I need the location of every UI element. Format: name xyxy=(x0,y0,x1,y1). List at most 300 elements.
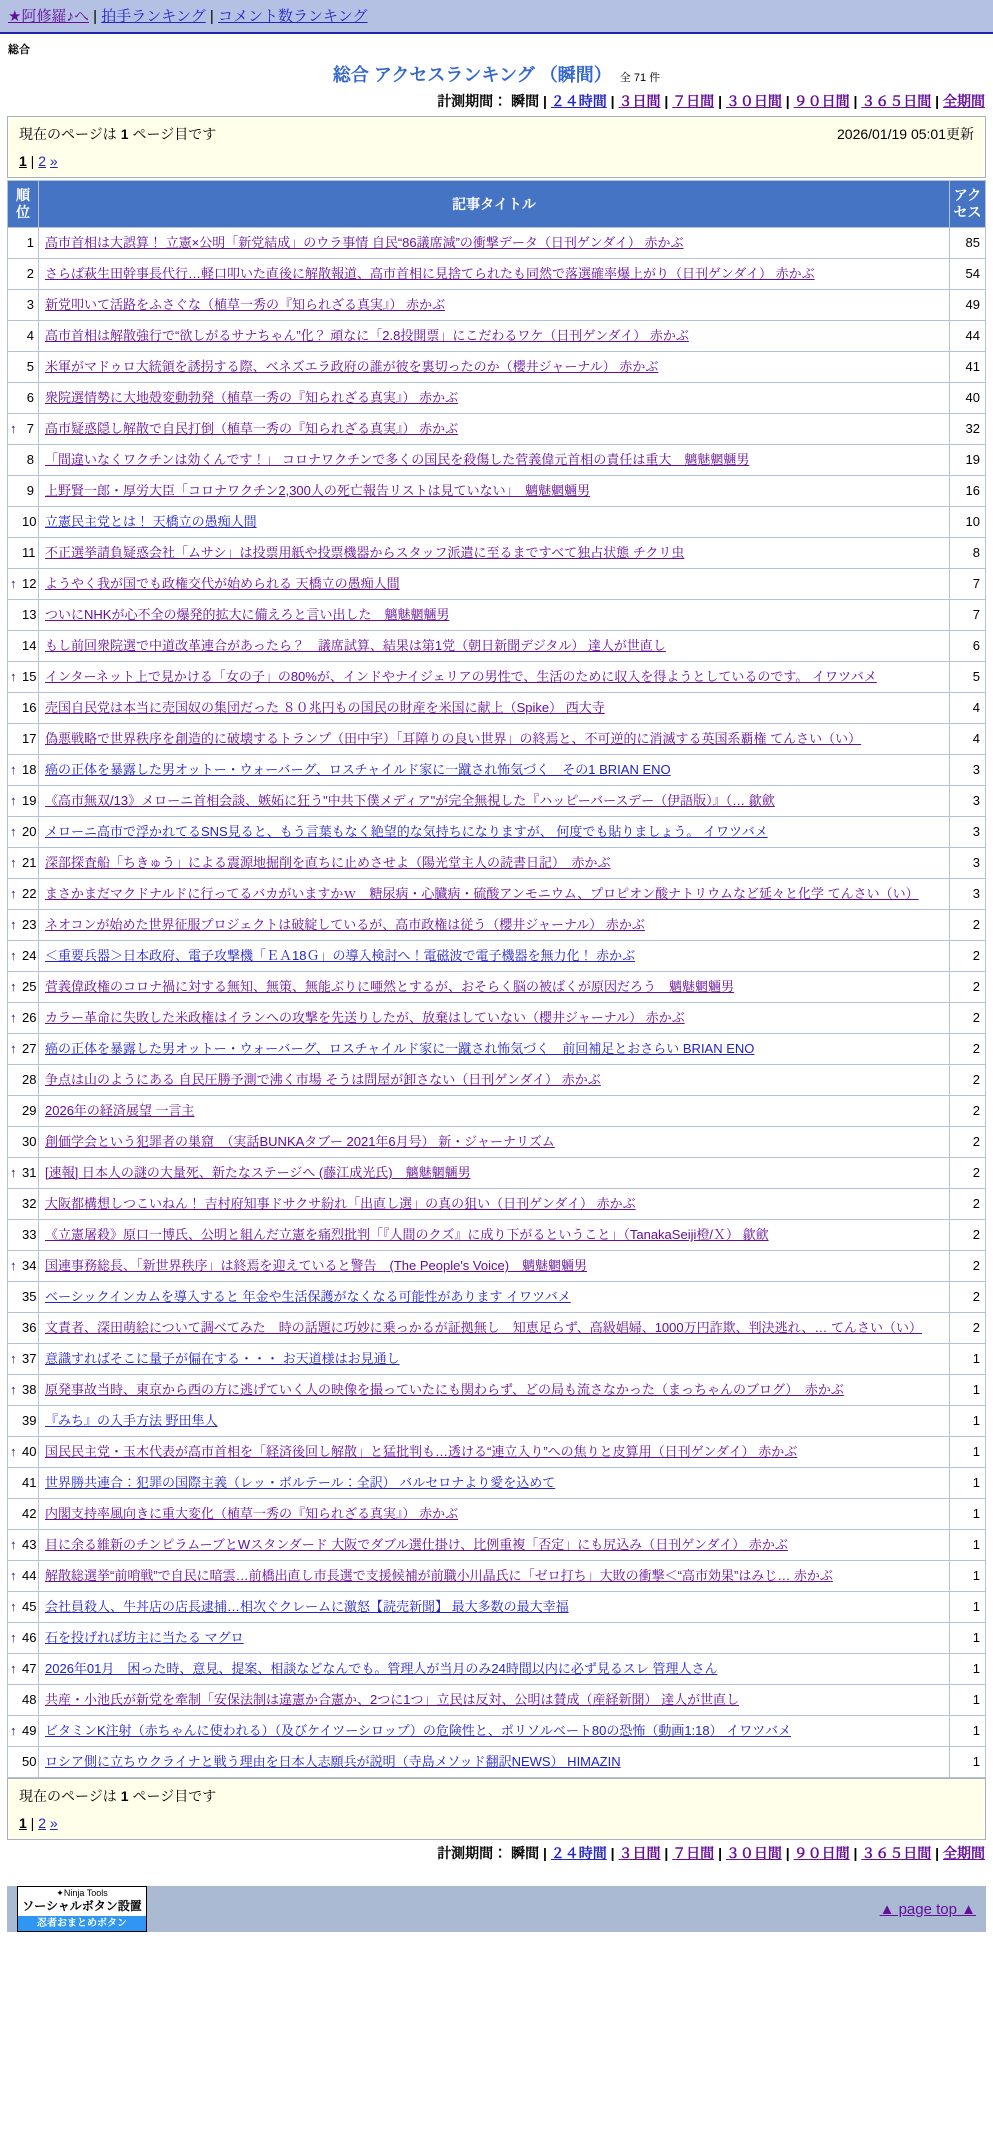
access-count: 3 xyxy=(950,755,986,786)
rank-number: 9 xyxy=(26,483,34,498)
bottom-spacer xyxy=(0,1932,993,1968)
rank-cell xyxy=(8,1282,39,1313)
table-header-row xyxy=(8,181,986,228)
period-link[interactable]: ３０日間 xyxy=(725,93,782,109)
table-row xyxy=(8,383,986,414)
title-cell xyxy=(39,1623,950,1654)
access-count: 2 xyxy=(950,1313,986,1344)
table-row xyxy=(8,600,986,631)
rank-number: 39 xyxy=(22,1413,37,1428)
title-cell xyxy=(39,1468,950,1499)
access-count: 4 xyxy=(950,693,986,724)
rank-number: 35 xyxy=(22,1289,37,1304)
top-nav-link[interactable]: 拍手ランキング xyxy=(101,8,206,25)
access-count: 16 xyxy=(950,476,986,507)
rank-number: 18 xyxy=(22,762,37,777)
table-row xyxy=(8,1375,986,1406)
access-count: 2 xyxy=(950,941,986,972)
access-count: 4 xyxy=(950,724,986,755)
rank-up-icon: ↑ xyxy=(10,1041,17,1056)
rank-up-icon: ↑ xyxy=(10,1351,17,1366)
table-row xyxy=(8,972,986,1003)
table-row xyxy=(8,445,986,476)
rank-number: 44 xyxy=(22,1568,37,1583)
rank-cell xyxy=(8,259,39,290)
access-count: 2 xyxy=(950,1127,986,1158)
access-count: 2 xyxy=(950,1220,986,1251)
pagination-link[interactable]: » xyxy=(49,1815,58,1831)
period-link[interactable]: ７日間 xyxy=(672,93,715,109)
rank-cell xyxy=(8,1406,39,1437)
rank-cell xyxy=(8,1096,39,1127)
title-cell xyxy=(39,1158,950,1189)
access-count: 1 xyxy=(950,1530,986,1561)
article-link[interactable]: 会社員殺人、牛丼店の店長逮捕…相次ぐクレームに激怒【読売新聞】 最大多数の最大幸福 xyxy=(45,1599,569,1614)
access-count: 3 xyxy=(950,786,986,817)
rank-cell xyxy=(8,445,39,476)
rank-number: 12 xyxy=(22,576,37,591)
pagination-link[interactable]: 2 xyxy=(38,1815,47,1831)
title-cell xyxy=(39,972,950,1003)
separator: | xyxy=(26,153,39,169)
rank-number: 32 xyxy=(22,1196,37,1211)
period-link[interactable]: ９０日間 xyxy=(793,1845,850,1861)
period-link[interactable]: ２４時間 xyxy=(550,1845,607,1861)
separator: | xyxy=(606,93,619,109)
article-link[interactable]: 高市首相は解散強行で“欲しがるサナちゃん”化？ 頑なに「2.8投開票」にこだわるワケ（日刊ゲンダイ） 赤かぶ xyxy=(45,328,689,343)
title-cell xyxy=(39,228,950,259)
rank-cell xyxy=(8,1623,39,1654)
access-count: 1 xyxy=(950,1344,986,1375)
rank-cell xyxy=(8,693,39,724)
rank-number: 19 xyxy=(22,793,37,808)
article-link[interactable]: 立憲民主党とは！ 天橋立の愚痴人間 xyxy=(45,514,257,529)
table-row xyxy=(8,1561,986,1592)
page-info-bar-top xyxy=(7,116,986,178)
table-row xyxy=(8,1437,986,1468)
title-cell xyxy=(39,1344,950,1375)
article-link[interactable]: 2026年01月 困った時、意見、提案、相談などなんでも。管理人が当月のみ24時間以内に必ず見るスレ 管理人さん xyxy=(45,1661,718,1676)
pagination xyxy=(19,153,974,169)
article-link[interactable]: 国連事務総長、「新世界秩序」は終焉を迎えていると警告 (The People's Voice) 魑魅魍魎男 xyxy=(45,1258,588,1273)
table-row xyxy=(8,476,986,507)
rank-number: 47 xyxy=(22,1661,37,1676)
separator: | xyxy=(606,1845,619,1861)
table-row xyxy=(8,848,986,879)
access-count: 2 xyxy=(950,972,986,1003)
rank-cell xyxy=(8,817,39,848)
rank-number: 50 xyxy=(22,1754,37,1769)
rank-number: 37 xyxy=(22,1351,37,1366)
access-count: 1 xyxy=(950,1685,986,1716)
article-link[interactable]: 売国自民党は本当に売国奴の集団だった ８０兆円もの国民の財産を米国に献上（Spike） 西大寺 xyxy=(45,700,605,715)
title-cell xyxy=(39,1685,950,1716)
title-cell xyxy=(39,538,950,569)
rank-number: 10 xyxy=(22,514,37,529)
rank-up-icon: ↑ xyxy=(10,793,17,808)
ninja-tools-icon: ✦Ninja Tools xyxy=(56,1888,108,1899)
rank-cell xyxy=(8,1530,39,1561)
article-link[interactable]: ＜重要兵器＞日本政府、電子攻撃機「ＥＡ18Ｇ」の導入検討へ！電磁波で電子機器を無力化！ 赤かぶ xyxy=(45,948,636,963)
article-link[interactable]: ようやく我が国でも政権交代が始められる 天橋立の愚痴人間 xyxy=(45,576,400,591)
top-nav-bar xyxy=(0,0,993,34)
pagination-link[interactable]: 2 xyxy=(38,153,47,169)
rank-number: 29 xyxy=(22,1103,37,1118)
title-cell xyxy=(39,1034,950,1065)
separator: | xyxy=(88,8,102,25)
access-count: 2 xyxy=(950,1003,986,1034)
column-header-rank: 順位 xyxy=(8,181,39,228)
article-link[interactable]: 「間違いなくワクチンは効くんです！」 コロナワクチンで多くの国民を殺傷した菅義偉元首相の責任は重大 魑魅魍魎男 xyxy=(45,452,750,467)
rank-number: 15 xyxy=(22,669,37,684)
access-count: 1 xyxy=(950,1468,986,1499)
current-page-prefix: 現在のページは xyxy=(19,1788,117,1804)
rank-up-icon: ↑ xyxy=(10,1258,17,1273)
access-count: 7 xyxy=(950,600,986,631)
period-link[interactable]: ７日間 xyxy=(672,1845,715,1861)
article-link[interactable]: 菅義偉政権のコロナ禍に対する無知、無策、無能ぶりに唖然とするが、おそらく脳の被ばくが原因だろう 魑魅魍魎男 xyxy=(45,979,735,994)
article-link[interactable]: まさかまだマクドナルドに行ってるバカがいますかｗ 糖尿病・心臓病・硫酸アンモニウム、プロピオン酸ナトリウムなど延々と化学 てんさい（い） xyxy=(45,886,919,901)
ninja-badge-button[interactable]: 忍者おまとめボタン xyxy=(18,1916,146,1931)
article-link[interactable]: 内閣支持率風向きに重大変化（植草一秀の『知られざる真実』） 赤かぶ xyxy=(45,1506,459,1521)
access-count: 2 xyxy=(950,1096,986,1127)
rank-up-icon: ↑ xyxy=(10,948,17,963)
period-items xyxy=(511,93,985,109)
rank-up-icon: ↑ xyxy=(10,917,17,932)
access-count: 1 xyxy=(950,1592,986,1623)
period-link[interactable]: ３６５日間 xyxy=(861,93,932,109)
article-link[interactable]: 原発事故当時、東京から西の方に逃げていく人の映像を撮っていたにも関わらず、どの局も流さなかった（まっちゃんのブログ） 赤かぶ xyxy=(45,1382,844,1397)
rank-cell xyxy=(8,1716,39,1747)
title-cell xyxy=(39,817,950,848)
access-count: 41 xyxy=(950,352,986,383)
table-row xyxy=(8,290,986,321)
rank-cell xyxy=(8,972,39,1003)
rank-cell xyxy=(8,1065,39,1096)
article-link[interactable]: さらば萩生田幹事長代行…軽口叩いた直後に解散報道、高市首相に見捨てられたも同然で落選確率爆上がり（日刊ゲンダイ） 赤かぶ xyxy=(45,266,815,281)
rank-cell xyxy=(8,1034,39,1065)
article-link[interactable]: 《高市無双/13》メローニ首相会談、嫉妬に狂う"中共下僕メディア"が完全無視した『ハッピーバースデー（伊語版）』（… 歙歛 xyxy=(45,793,775,808)
pagination-link[interactable]: » xyxy=(49,153,58,169)
article-link[interactable]: カラー革命に失敗した米政権はイランへの攻撃を先送りしたが、放棄はしていない（櫻井ジャーナル） 赤かぶ xyxy=(45,1010,685,1025)
table-row xyxy=(8,724,986,755)
article-link[interactable]: 石を投げれば坊主に当たる マグロ xyxy=(45,1630,244,1645)
rank-cell xyxy=(8,414,39,445)
article-link[interactable]: 衆院選情勢に大地殻変動勃発（植草一秀の『知られざる真実』） 赤かぶ xyxy=(45,390,459,405)
title-cell xyxy=(39,1530,950,1561)
title-cell xyxy=(39,631,950,662)
article-link[interactable]: 大阪都構想しつこいねん！ 吉村府知事ドサクサ紛れ「出直し選」の真の狙い（日刊ゲンダイ） 赤かぶ xyxy=(45,1196,636,1211)
table-row xyxy=(8,786,986,817)
period-label: 計測期間： xyxy=(437,93,508,109)
rank-number: 21 xyxy=(22,855,37,870)
rank-up-icon: ↑ xyxy=(10,1165,17,1180)
pagination-current: 1 xyxy=(19,1815,27,1831)
table-row xyxy=(8,352,986,383)
title-cell xyxy=(39,321,950,352)
article-link[interactable]: 上野賢一郎・厚労大臣「コロナワクチン2,300人の死亡報告リストは見ていない」 魑魅魍魎男 xyxy=(45,483,591,498)
rank-cell xyxy=(8,786,39,817)
period-link[interactable]: ３６５日間 xyxy=(861,1845,932,1861)
separator: | xyxy=(539,93,551,109)
current-page-suffix: ページ目です xyxy=(132,1788,217,1804)
column-header-title: 記事タイトル xyxy=(39,181,950,228)
rank-up-icon: ↑ xyxy=(10,1599,17,1614)
rank-number: 49 xyxy=(22,1723,37,1738)
title-cell xyxy=(39,910,950,941)
access-count: 1 xyxy=(950,1654,986,1685)
access-count: 49 xyxy=(950,290,986,321)
period-selector-bottom xyxy=(0,1840,993,1868)
rank-number: 38 xyxy=(22,1382,37,1397)
access-count: 85 xyxy=(950,228,986,259)
table-row xyxy=(8,1747,986,1778)
article-link[interactable]: 解散総選挙“前哨戦”で自民に暗雲…前橋出直し市長選で支援候補が前職小川晶氏に「ゼロ打ち」大敗の衝撃＜“高市効果”はみじ… 赤かぶ xyxy=(45,1568,833,1583)
table-row xyxy=(8,321,986,352)
separator: | xyxy=(660,93,673,109)
article-link[interactable]: 深部探査船「ちきゅう」による震源地掘削を直ちに止めさせよ（陽光堂主人の読書日記） 赤かぶ xyxy=(45,855,611,870)
rank-up-icon: ↑ xyxy=(10,1723,17,1738)
rank-number: 34 xyxy=(22,1258,37,1273)
rank-number: 42 xyxy=(22,1506,37,1521)
article-link[interactable]: 2026年の経済展望 一言主 xyxy=(45,1103,195,1118)
rank-number: 33 xyxy=(22,1227,37,1242)
article-link[interactable]: ネオコンが始めた世界征服プロジェクトは破綻しているが、高市政権は従う（櫻井ジャーナル） 赤かぶ xyxy=(45,917,645,932)
rank-cell xyxy=(8,1468,39,1499)
title-cell xyxy=(39,1003,950,1034)
period-current: 瞬間 xyxy=(511,93,540,109)
period-link[interactable]: ２４時間 xyxy=(550,93,607,109)
rank-cell xyxy=(8,848,39,879)
article-link[interactable]: もし前回衆院選で中道改革連合があったら？ 議席試算、結果は第1党（朝日新聞デジタル） 達人が世直し xyxy=(45,638,666,653)
article-link[interactable]: 『みち』の入手方法 野田隼人 xyxy=(45,1413,218,1428)
period-link[interactable]: 全期間 xyxy=(943,1845,985,1861)
access-count: 1 xyxy=(950,1499,986,1530)
top-nav-link[interactable]: ★阿修羅♪へ xyxy=(8,8,89,25)
rank-cell xyxy=(8,1375,39,1406)
article-link[interactable]: 新党叩いて活路をふさぐな（植草一秀の『知られざる真実』） 赤かぶ xyxy=(45,297,446,312)
rank-number: 16 xyxy=(22,700,37,715)
rank-up-icon: ↑ xyxy=(10,824,17,839)
table-row xyxy=(8,879,986,910)
article-link[interactable]: 国民民主党・玉木代表が高市首相を「経済後回し解散」と猛批判も…透ける“連立入り”への焦りと皮算用（日刊ゲンダイ） 赤かぶ xyxy=(45,1444,798,1459)
rank-up-icon: ↑ xyxy=(10,1661,17,1676)
period-items xyxy=(511,1845,985,1861)
article-link[interactable]: 高市首相は大誤算！ 立憲×公明「新党結成」のウラ事情 自民“86議席減”の衝撃データ（日刊ゲンダイ） 赤かぶ xyxy=(45,235,684,250)
rank-number: 23 xyxy=(22,917,37,932)
access-count: 8 xyxy=(950,538,986,569)
access-count: 2 xyxy=(950,910,986,941)
title-cell xyxy=(39,1065,950,1096)
ninja-brand-label: Ninja Tools xyxy=(63,1888,108,1899)
article-link[interactable]: 共産・小池氏が新党を牽制「安保法制は違憲か合憲か、2つに1つ」立民は反対、公明は賛成（産経新聞） 達人が世直し xyxy=(45,1692,740,1707)
title-cell xyxy=(39,1313,950,1344)
article-link[interactable]: 創価学会という犯罪者の巣窟 （実話BUNKAタブー 2021年6月号） 新・ジャーナリズム xyxy=(45,1134,555,1149)
rank-number: 26 xyxy=(22,1010,37,1025)
article-link[interactable]: 癌の正体を暴露した男オットー・ウォーバーグ、ロスチャイルド家に一蹴され怖気づく その1 BRIAN ENO xyxy=(45,762,671,777)
article-link[interactable]: 世界勝共連合：犯罪の国際主義（レッ・ボルテール：全訳） バルセロナより愛を込めて xyxy=(45,1475,556,1490)
title-cell xyxy=(39,662,950,693)
title-cell xyxy=(39,383,950,414)
rank-cell xyxy=(8,879,39,910)
access-count: 2 xyxy=(950,1251,986,1282)
ranking-table-body xyxy=(8,228,986,1778)
title-cell xyxy=(39,848,950,879)
period-link[interactable]: ３日間 xyxy=(618,1845,661,1861)
table-row xyxy=(8,1189,986,1220)
access-count: 40 xyxy=(950,383,986,414)
access-count: 3 xyxy=(950,879,986,910)
rank-number: 14 xyxy=(22,638,37,653)
table-row xyxy=(8,1313,986,1344)
title-cell xyxy=(39,786,950,817)
article-link[interactable]: 偽悪戦略で世界秩序を創造的に破壊するトランプ（田中宇）「耳障りの良い世界」の終焉と、不可逆的に消滅する英国系覇権 てんさい（い） xyxy=(45,731,862,746)
top-nav-link[interactable]: コメント数ランキング xyxy=(217,8,368,25)
ranking-table xyxy=(7,180,986,1778)
rank-cell xyxy=(8,1158,39,1189)
top-nav-links xyxy=(8,8,368,25)
rank-cell xyxy=(8,600,39,631)
period-link[interactable]: ３０日間 xyxy=(725,1845,782,1861)
rank-cell xyxy=(8,941,39,972)
rank-number: 31 xyxy=(22,1165,37,1180)
separator: | xyxy=(205,8,218,25)
rank-number: 43 xyxy=(22,1537,37,1552)
rank-number: 41 xyxy=(22,1475,37,1490)
rank-number: 11 xyxy=(22,545,36,560)
title-cell xyxy=(39,1654,950,1685)
rank-cell xyxy=(8,321,39,352)
table-row xyxy=(8,1468,986,1499)
access-count: 1 xyxy=(950,1561,986,1592)
period-link[interactable]: ３日間 xyxy=(618,93,661,109)
access-count: 1 xyxy=(950,1375,986,1406)
rank-number: 48 xyxy=(22,1692,37,1707)
rank-number: 4 xyxy=(26,328,34,343)
access-count: 5 xyxy=(950,662,986,693)
article-link[interactable]: ロシア側に立ちウクライナと戦う理由を日本人志願兵が説明（寺島メソッド翻訳NEWS） HIMAZIN xyxy=(45,1754,621,1769)
access-count: 2 xyxy=(950,1065,986,1096)
article-link[interactable]: [速報] 日本人の謎の大量死、新たなステージへ (藤江成光氏) 魑魅魍魎男 xyxy=(45,1165,471,1180)
rank-cell xyxy=(8,1654,39,1685)
table-row xyxy=(8,1065,986,1096)
title-cell xyxy=(39,1282,950,1313)
article-link[interactable]: 意識すればそこに量子が偏在する・・・ お天道様はお見通し xyxy=(45,1351,400,1366)
rank-number: 17 xyxy=(22,731,37,746)
title-cell xyxy=(39,693,950,724)
rank-cell xyxy=(8,910,39,941)
current-page-number: 1 xyxy=(120,126,129,142)
total-count: 全 71 件 xyxy=(619,72,661,84)
title-cell xyxy=(39,259,950,290)
rank-cell xyxy=(8,1685,39,1716)
access-count: 1 xyxy=(950,1437,986,1468)
current-page-number: 1 xyxy=(120,1788,129,1804)
page-top-link[interactable]: ▲ page top ▲ xyxy=(879,1900,976,1918)
rank-up-icon: ↑ xyxy=(10,855,17,870)
rank-number: 3 xyxy=(26,297,34,312)
table-row xyxy=(8,228,986,259)
title-line xyxy=(0,59,993,88)
rank-up-icon: ↑ xyxy=(10,762,17,777)
column-header-access: アクセス xyxy=(950,181,986,228)
period-label: 計測期間： xyxy=(437,1845,508,1861)
article-link[interactable]: 争点は山のようにある 自民圧勝予測で沸く市場 そうは問屋が卸さない（日刊ゲンダイ） 赤かぶ xyxy=(45,1072,601,1087)
period-selector-top xyxy=(0,88,993,116)
rank-cell xyxy=(8,724,39,755)
rank-up-icon: ↑ xyxy=(10,576,17,591)
article-link[interactable]: ビタミンK注射（赤ちゃんに使われる）（及びケイツーシロップ）の危険性と、ポリソルベート80の恐怖（動画1:18） イワツバメ xyxy=(45,1723,791,1738)
period-link[interactable]: ９０日間 xyxy=(793,93,850,109)
article-link[interactable]: 不正選挙請負疑惑会社「ムサシ」は投票用紙や投票機器からスタッフ派遣に至るまですべて独占状態 チクリ虫 xyxy=(45,545,685,560)
article-link[interactable]: 文責者、深田萌絵について調べてみた 時の話題に巧妙に乗っかるが証拠無し 知恵足らず、高級娼婦、1000万円詐欺、判決逃れ、… てんさい（い） xyxy=(45,1320,923,1335)
rank-cell xyxy=(8,1592,39,1623)
rank-cell xyxy=(8,1003,39,1034)
article-link[interactable]: ついにNHKが心不全の爆発的拡大に備えろと言い出した 魑魅魍魎男 xyxy=(45,607,450,622)
table-row xyxy=(8,817,986,848)
rank-cell xyxy=(8,1344,39,1375)
table-row xyxy=(8,1251,986,1282)
separator: | xyxy=(781,1845,794,1861)
article-link[interactable]: 目に余る維新のチンピラムーブとWスタンダード 大阪でダブル選仕掛け、比例重複「否定」にも尻込み（日刊ゲンダイ） 赤かぶ xyxy=(45,1537,788,1552)
title-cell xyxy=(39,1251,950,1282)
table-row xyxy=(8,1530,986,1561)
access-count: 2 xyxy=(950,1282,986,1313)
article-link[interactable]: メローニ高市で浮かれてるSNS見ると、もう言葉もなく絶望的な気持ちになりますが、 何度でも貼りましょう。 イワツバメ xyxy=(45,824,768,839)
table-row xyxy=(8,1158,986,1189)
separator: | xyxy=(714,93,726,109)
separator: | xyxy=(660,1845,673,1861)
rank-number: 2 xyxy=(26,266,34,281)
title-cell xyxy=(39,941,950,972)
access-count: 7 xyxy=(950,569,986,600)
rank-up-icon: ↑ xyxy=(10,979,17,994)
table-row xyxy=(8,693,986,724)
ninja-tools-badge[interactable] xyxy=(17,1886,147,1931)
rank-cell xyxy=(8,1561,39,1592)
table-row xyxy=(8,1654,986,1685)
title-cell xyxy=(39,445,950,476)
article-link[interactable]: 《立憲屠殺》原口一博氏、公明と組んだ立憲を痛烈批判「『人間のクズ』に成り下がるということ」（TanakaSeiji橙/Ｘ） 歙歛 xyxy=(45,1227,769,1242)
rank-cell xyxy=(8,352,39,383)
rank-cell xyxy=(8,1437,39,1468)
article-link[interactable]: インターネット上で見かける「女の子」の80%が、インドやナイジェリアの男性で、生活のために収入を得ようとしているのです。 イワツバメ xyxy=(45,669,877,684)
title-cell xyxy=(39,1375,950,1406)
table-row xyxy=(8,1220,986,1251)
table-row xyxy=(8,1127,986,1158)
separator: | xyxy=(931,1845,943,1861)
title-cell xyxy=(39,507,950,538)
article-link[interactable]: 高市疑惑隠し解散で自民打倒（植草一秀の『知られざる真実』） 赤かぶ xyxy=(45,421,459,436)
period-link[interactable]: 全期間 xyxy=(943,93,985,109)
rank-up-icon: ↑ xyxy=(10,421,17,436)
separator: | xyxy=(849,93,862,109)
access-count: 10 xyxy=(950,507,986,538)
rank-number: 24 xyxy=(22,948,37,963)
access-count: 3 xyxy=(950,848,986,879)
rank-number: 6 xyxy=(26,390,34,405)
title-cell xyxy=(39,476,950,507)
title-cell xyxy=(39,1499,950,1530)
article-link[interactable]: ベーシックインカムを導入すると 年金や生活保護がなくなる可能性があります イワツバメ xyxy=(45,1289,571,1304)
rank-up-icon: ↑ xyxy=(10,669,17,684)
separator: | xyxy=(781,93,794,109)
article-link[interactable]: 米軍がマドゥロ大統領を誘拐する際、ベネズエラ政府の誰が彼を裏切ったのか（櫻井ジャーナル） 赤かぶ xyxy=(45,359,659,374)
access-count: 1 xyxy=(950,1716,986,1747)
article-link[interactable]: 癌の正体を暴露した男オットー・ウォーバーグ、ロスチャイルド家に一蹴され怖気づく 前回補足とおさらい BRIAN ENO xyxy=(45,1041,755,1056)
rank-up-icon: ↑ xyxy=(10,1568,17,1583)
rank-cell xyxy=(8,1747,39,1778)
